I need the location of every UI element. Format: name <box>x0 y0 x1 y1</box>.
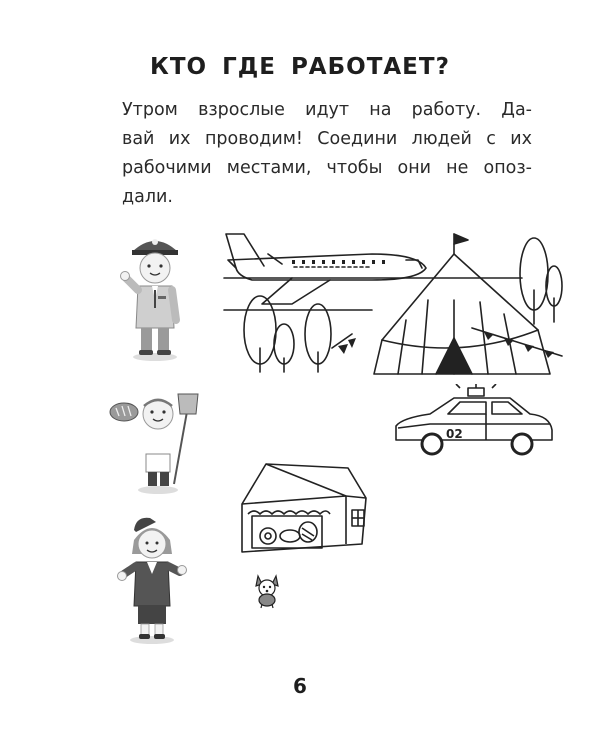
small-dog <box>252 570 282 610</box>
instruction-line-4: дали. <box>122 187 173 207</box>
airfield-and-circus-scene <box>222 230 566 378</box>
bakery-shop <box>238 460 370 562</box>
baker-character <box>108 392 200 496</box>
police-car-number: 02 <box>446 427 463 441</box>
stewardess-character <box>114 510 190 646</box>
pilot-character <box>118 228 192 364</box>
page-number: 6 <box>293 674 307 698</box>
instruction-line-2: вай их проводим! Соедини людей с их <box>122 129 532 149</box>
instruction-line-3: рабочими местами, чтобы они не опоз- <box>122 158 532 178</box>
page-title: КТО ГДЕ РАБОТАЕТ? <box>150 54 450 80</box>
instruction-text <box>122 96 532 212</box>
police-car <box>390 384 558 464</box>
instruction-line-1: Утром взрослые идут на работу. Да- <box>122 100 532 120</box>
